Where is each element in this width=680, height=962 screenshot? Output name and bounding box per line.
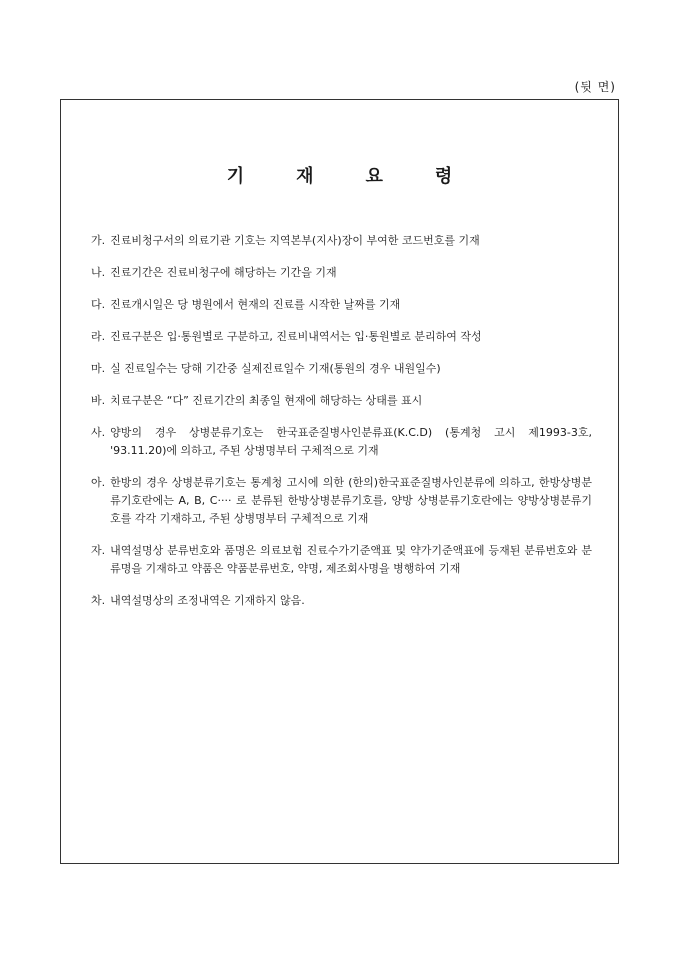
list-item: [91, 474, 592, 528]
item-text: 진료구분은 입·통원별로 구분하고, 진료비내역서는 입·통원별로 분리하여 작성: [110, 330, 482, 343]
item-text: 진료개시일은 당 병원에서 현재의 진료를 시작한 날짜를 기재: [110, 298, 401, 311]
list-item: [91, 296, 592, 314]
page-side-label: (뒷 면): [574, 80, 616, 94]
document-title: [61, 162, 618, 188]
item-label: 다.: [91, 298, 106, 311]
item-text: 한방의 경우 상병분류기호는 통계청 고시에 의한 (한의)한국표준질병사인분류에 의하고, 한방상병분류기호란에는 A, B, C···· 로 분류된 한방상병분류기호를, 양방 상병분류기호란에는 양방상병분류기호를 각각 기재하고, 주된 상병명부터 구체적으로 기재: [110, 476, 592, 525]
instruction-list: [91, 232, 592, 624]
item-text: 내역설명상의 조정내역은 기재하지 않음.: [110, 594, 305, 607]
list-item: [91, 392, 592, 410]
document-frame: [60, 99, 619, 864]
list-item: [91, 360, 592, 378]
item-label: 바.: [91, 394, 106, 407]
item-text: 치료구분은 “다” 진료기간의 최종일 현재에 해당하는 상태를 표시: [110, 394, 423, 407]
list-item: [91, 264, 592, 282]
title-char: 요: [365, 166, 383, 187]
title-char: 기: [226, 166, 245, 187]
list-item: [91, 542, 592, 578]
title-char: 령: [434, 166, 453, 187]
list-item: [91, 424, 592, 460]
item-label: 차.: [91, 594, 106, 607]
item-text: 양방의 경우 상병분류기호는 한국표준질병사인분류표(K.C.D) (통계청 고시 제1993-3호, '93.11.20)에 의하고, 주된 상병명부터 구체적으로 기재: [110, 426, 592, 457]
item-text: 실 진료일수는 당해 기간중 실제진료일수 기재(통원의 경우 내원일수): [110, 362, 441, 375]
item-text: 진료비청구서의 의료기관 기호는 지역본부(지사)장이 부여한 코드번호를 기재: [110, 234, 480, 247]
item-text: 진료기간은 진료비청구에 해당하는 기간을 기재: [110, 266, 337, 279]
item-label: 가.: [91, 234, 106, 247]
item-label: 라.: [91, 330, 106, 343]
item-text: 내역설명상 분류번호와 품명은 의료보험 진료수가기준액표 및 약가기준액표에 등재된 분류번호와 분류명을 기재하고 약품은 약품분류번호, 약명, 제조회사명을 병행하여 기재: [110, 544, 592, 575]
item-label: 사.: [91, 426, 106, 439]
item-label: 마.: [91, 362, 106, 375]
list-item: [91, 232, 592, 250]
list-item: [91, 592, 592, 610]
title-char: 재: [296, 166, 314, 187]
item-label: 자.: [91, 544, 106, 557]
item-label: 나.: [91, 266, 106, 279]
item-label: 아.: [91, 476, 106, 489]
list-item: [91, 328, 592, 346]
